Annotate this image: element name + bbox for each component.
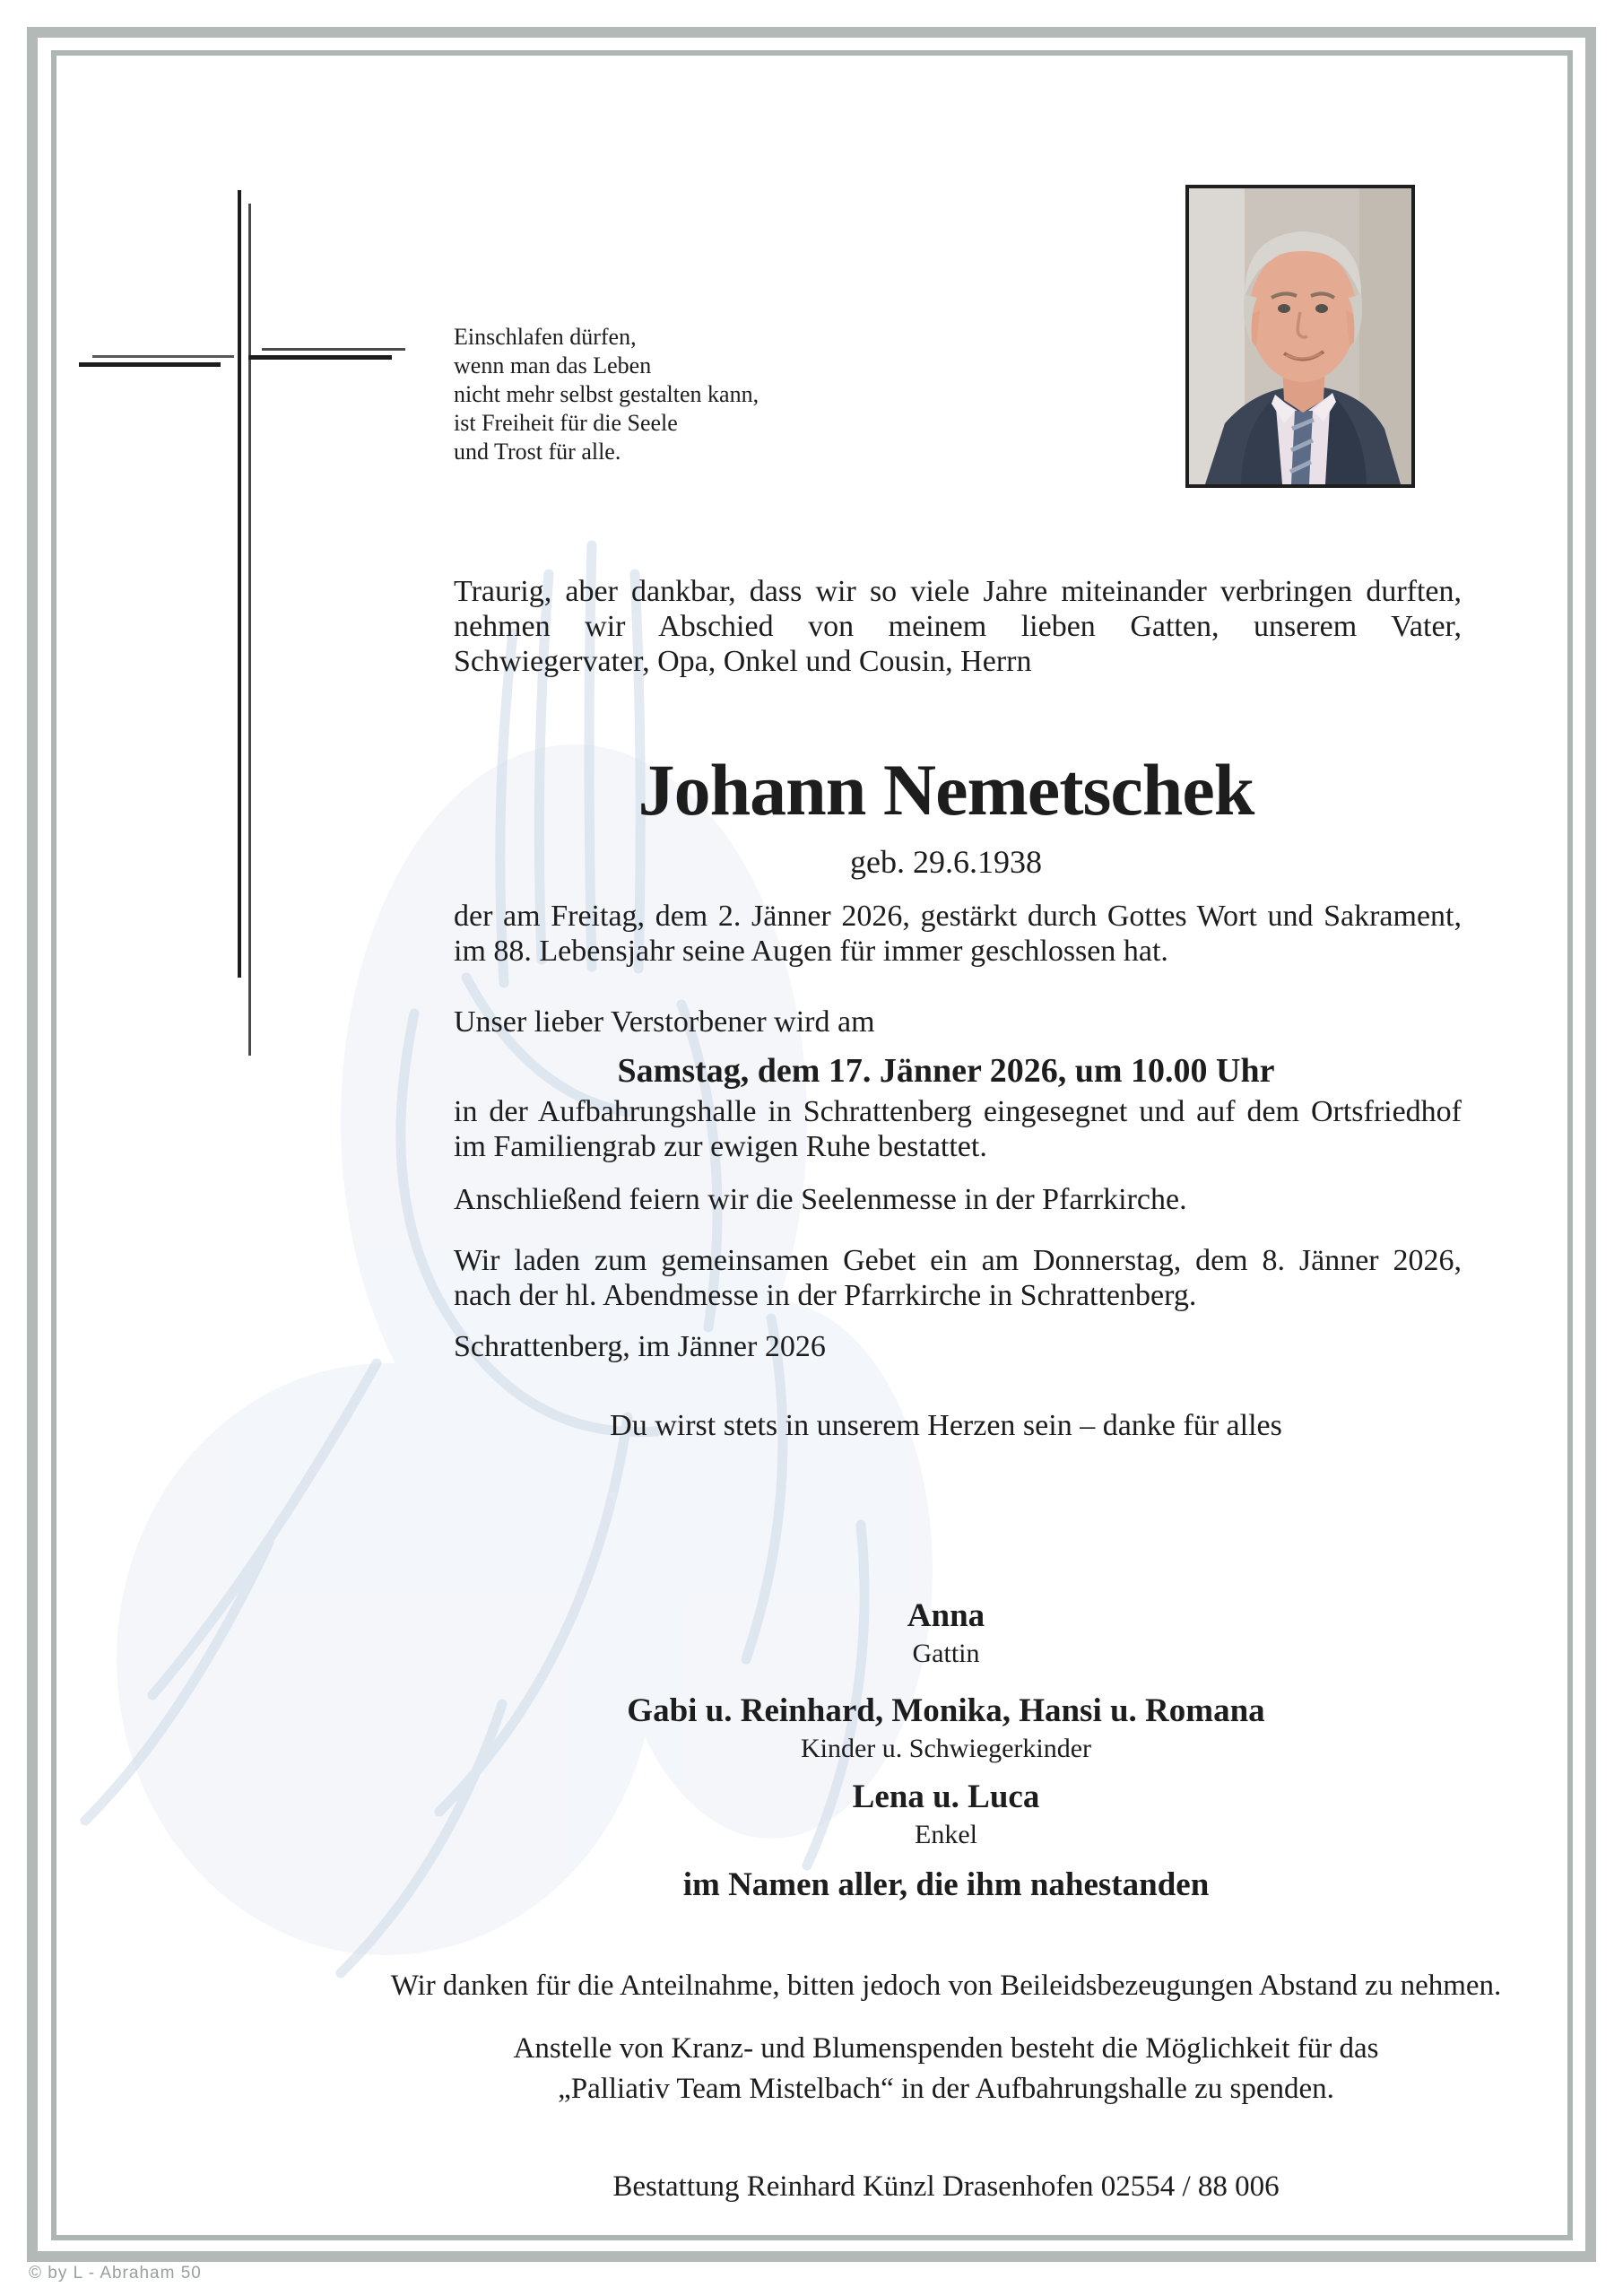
death-line: der am Freitag, dem 2. Jänner 2026, gestärkt durch Gottes Wort und Sakrament, xyxy=(454,900,1462,933)
poem-line: Einschlafen dürfen, xyxy=(454,324,637,350)
deceased-name: Johann Nemetschek xyxy=(638,749,1254,831)
undertaker-footer: Bestattung Reinhard Künzl Drasenhofen 02554 / 88 006 xyxy=(612,2170,1280,2203)
cross-left-arm-upper xyxy=(92,355,234,358)
portrait-photo xyxy=(1185,185,1415,488)
mourner-relation: Kinder u. Schwiegerkinder xyxy=(800,1734,1092,1763)
poem-line: nicht mehr selbst gestalten kann, xyxy=(454,381,759,407)
farewell-line: Du wirst stets in unserem Herzen sein – danke für alles xyxy=(610,1409,1282,1442)
seelenmesse-note xyxy=(454,1182,1462,1217)
donation-line: Anstelle von Kranz- und Blumenspenden besteht die Möglichkeit für das xyxy=(513,2032,1379,2065)
funeral-lead-text: Unser lieber Verstorbener wird am xyxy=(454,1005,875,1039)
seelenmesse-text: Anschließend feiern wir die Seelenmesse in der Pfarrkirche. xyxy=(454,1183,1187,1216)
donation-line: „Palliativ Team Mistelbach“ in der Aufbahrungshalle zu spenden. xyxy=(558,2073,1334,2105)
poem-line: wenn man das Leben xyxy=(454,352,652,378)
cross-vertical-line-main xyxy=(238,190,241,978)
cross-right-arm-lower xyxy=(248,355,392,360)
mourner-names: Lena u. Luca xyxy=(852,1779,1040,1815)
cross-left-arm-lower xyxy=(79,362,221,367)
death-line: im 88. Lebensjahr seine Augen für immer geschlossen hat. xyxy=(454,935,1168,968)
death-paragraph xyxy=(454,899,1462,969)
intro-line: nehmen wir Abschied von meinem lieben Gatten, unserem Vater, xyxy=(454,610,1462,643)
intro-paragraph xyxy=(454,574,1462,679)
portrait-illustration xyxy=(1189,188,1411,484)
prayer-invitation xyxy=(454,1243,1462,1313)
funeral-location xyxy=(454,1094,1462,1164)
funeral-location-line: in der Aufbahrungshalle in Schrattenberg eingesegnet und auf dem Ortsfriedhof xyxy=(454,1095,1462,1128)
thanks-line: Wir danken für die Anteilnahme, bitten jedoch von Beileidsbezeugungen Abstand zu nehmen. xyxy=(390,1970,1502,2002)
intro-line: Schwiegervater, Opa, Onkel und Cousin, Herrn xyxy=(454,645,1032,678)
mourner-names: Anna xyxy=(907,1597,985,1634)
cross-vertical-line-offset xyxy=(248,204,251,1056)
funeral-location-line: im Familiengrab zur ewigen Ruhe bestattet. xyxy=(454,1130,987,1163)
copyright-note: © by L - Abraham 50 xyxy=(29,2264,202,2283)
mourner-relation: Gattin xyxy=(912,1639,980,1668)
funeral-datetime: Samstag, dem 17. Jänner 2026, um 10.00 Uhr xyxy=(617,1052,1275,1090)
prayer-line: Wir laden zum gemeinsamen Gebet ein am Donnerstag, dem 8. Jänner 2026, xyxy=(454,1244,1462,1277)
poem xyxy=(454,323,759,466)
intro-line: Traurig, aber dankbar, dass wir so viele Jahre miteinander verbringen durften, xyxy=(454,575,1462,608)
poem-line: ist Freiheit für die Seele xyxy=(454,410,678,436)
donation-note xyxy=(305,2029,1587,2109)
poem-line: und Trost für alle. xyxy=(454,439,621,465)
deceased-name-block xyxy=(430,749,1462,881)
mourner-names: Gabi u. Reinhard, Monika, Hansi u. Romana xyxy=(627,1692,1265,1729)
cross-right-arm-upper xyxy=(262,348,405,351)
birth-date: geb. 29.6.1938 xyxy=(850,844,1042,880)
funeral-lead xyxy=(454,1004,1462,1039)
place-dateline: Schrattenberg, im Jänner 2026 xyxy=(454,1330,826,1363)
prayer-line: nach der hl. Abendmesse in der Pfarrkirche in Schrattenberg. xyxy=(454,1279,1197,1312)
in-namen-line: im Namen aller, die ihm nahestanden xyxy=(682,1866,1210,1903)
mourner-relation: Enkel xyxy=(915,1820,977,1849)
